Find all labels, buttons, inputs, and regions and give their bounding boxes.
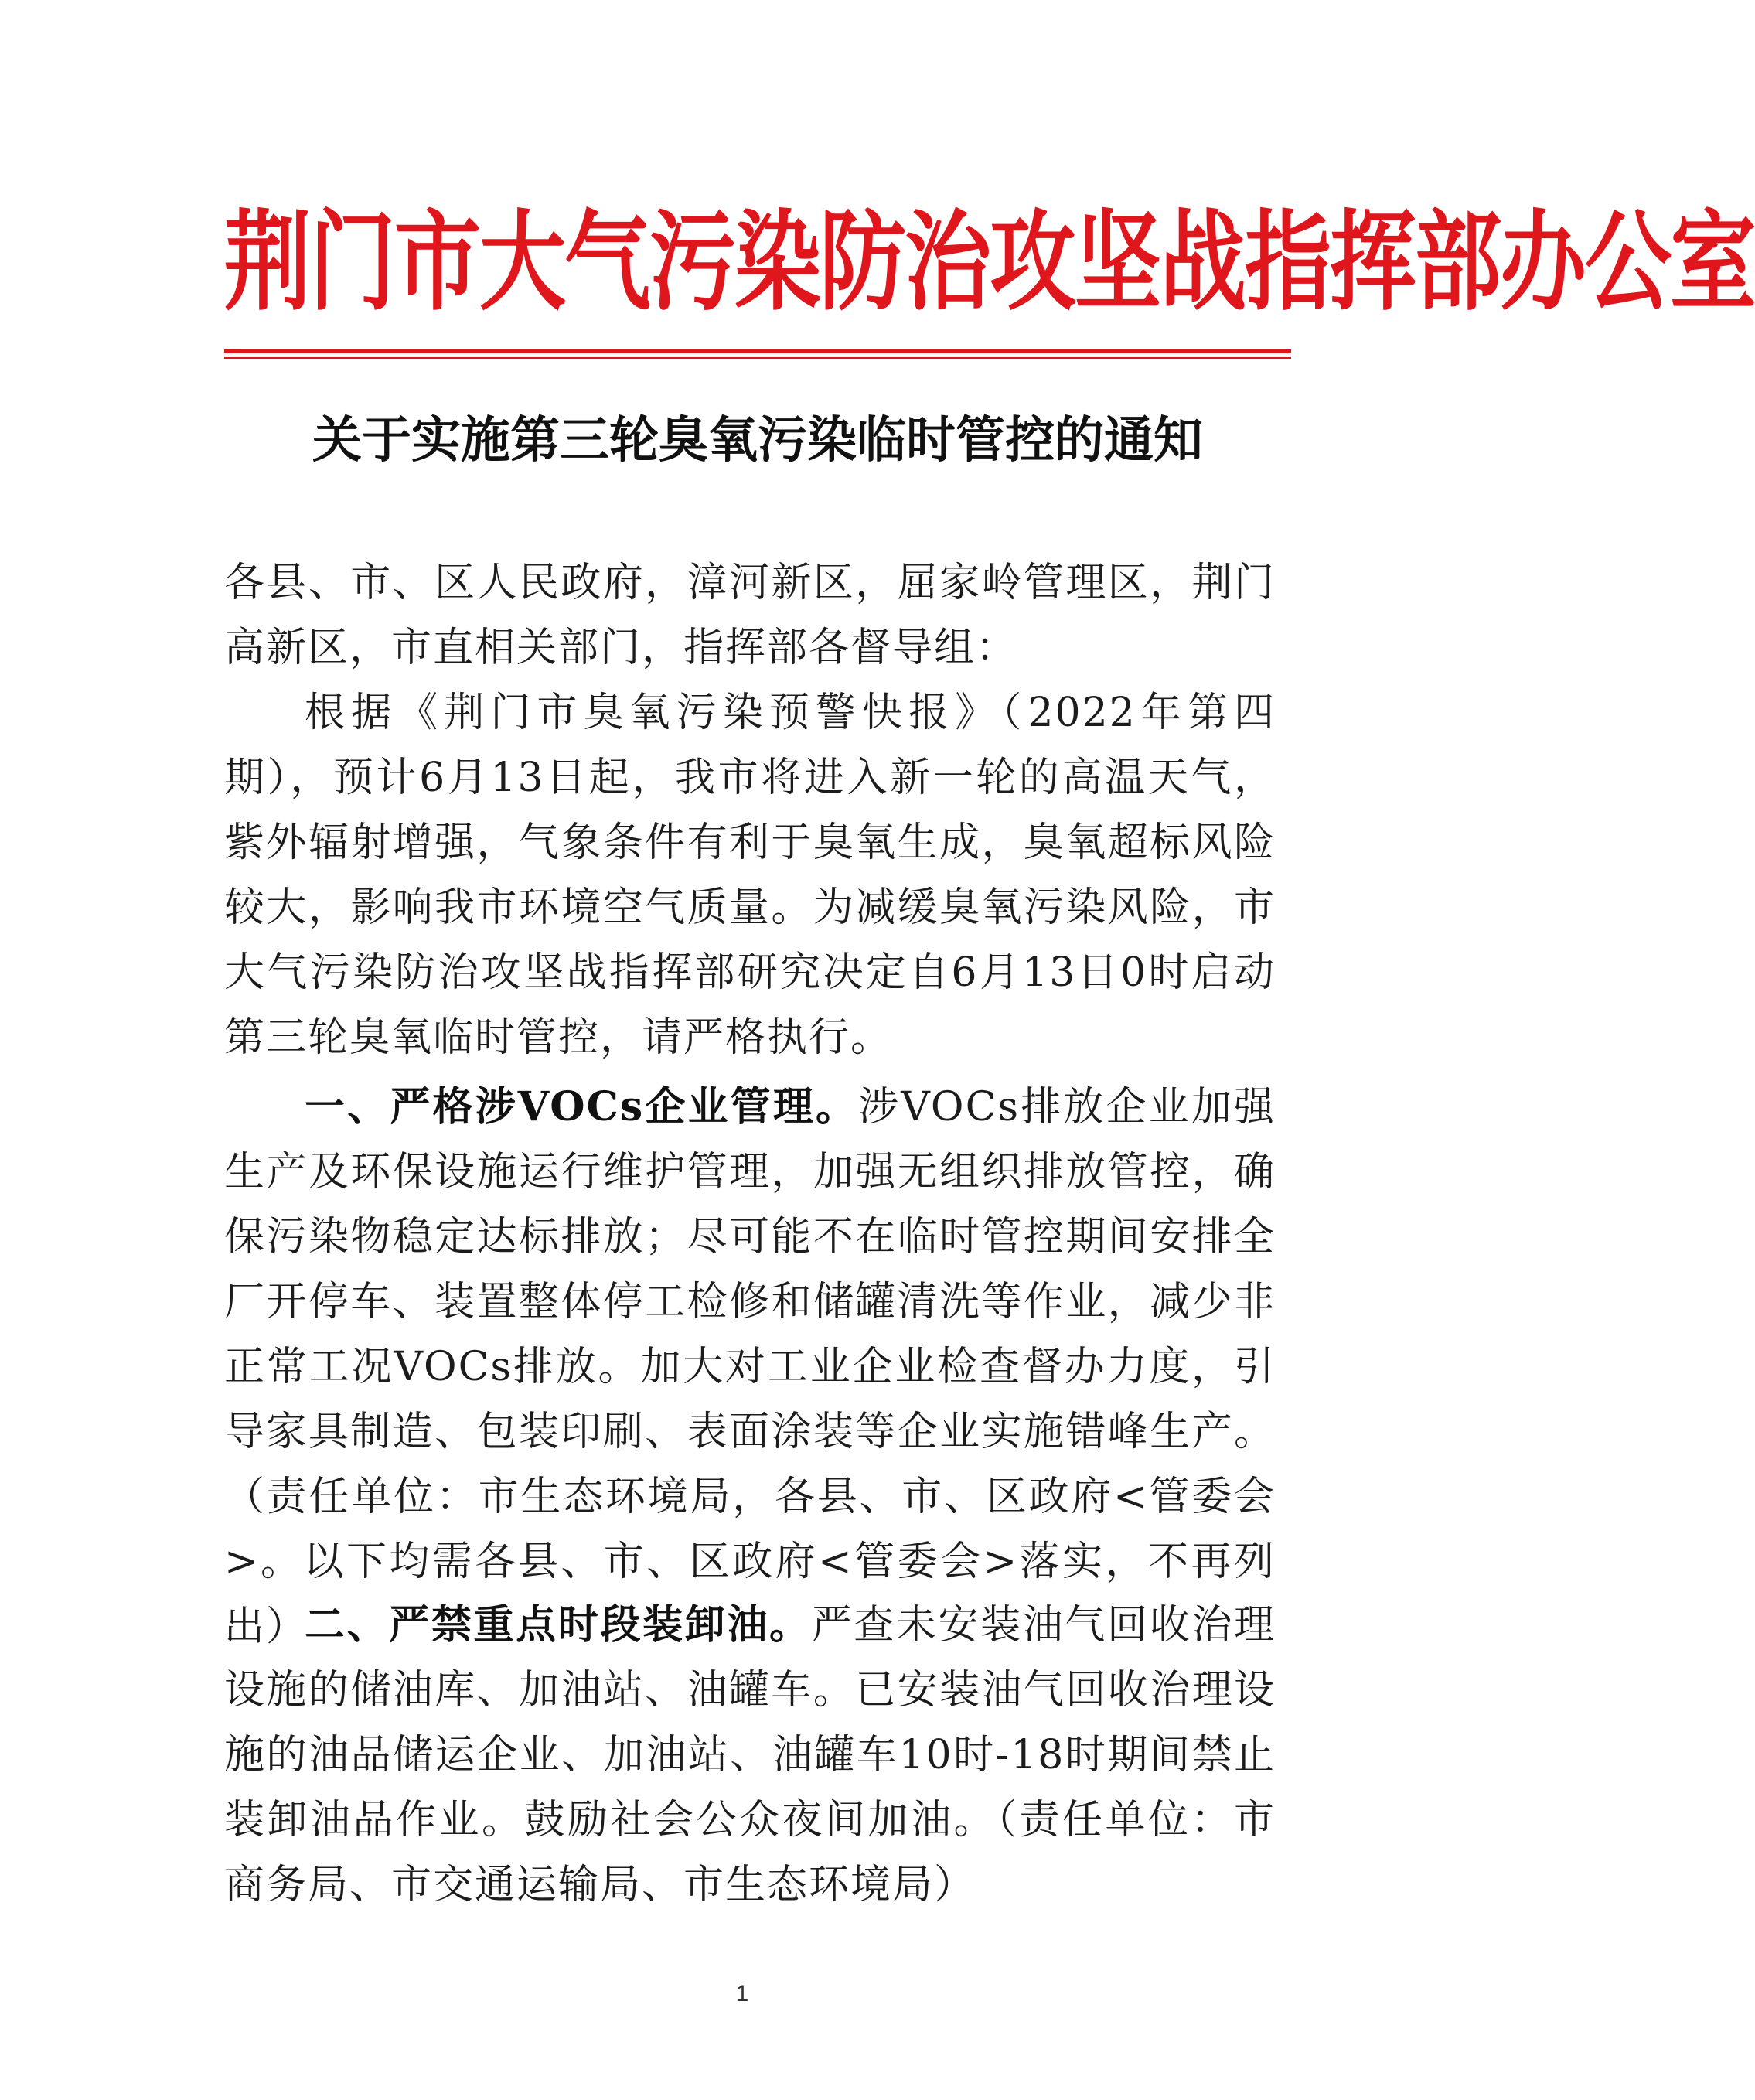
intro-paragraph: 根据《荆门市臭氧污染预警快报》（2022年第四期），预计6月13日起，我市将进入新一轮的高温天气，紫外辐射增强，气象条件有利于臭氧生成，臭氧超标风险较大，影响我市环境空气质量。为减缓臭氧污染风险，市大气污染防治攻坚战指挥部研究决定自6月13日0时启动第三轮臭氧临时管控，请严格执行。 — [224, 690, 1276, 1061]
item-two-paragraph — [224, 1593, 1276, 1918]
item-one-heading: 一、严格涉VOCs企业管理。 — [305, 1083, 859, 1130]
header-red-rule-thick — [224, 349, 1291, 353]
addressee-line: 各县、市、区人民政府，漳河新区，屈家岭管理区，荆门高新区，市直相关部门，指挥部各督导组： — [224, 560, 1276, 671]
item-one-text: 涉VOCs排放企业加强生产及环保设施运行维护管理，加强无组织排放管控，确保污染物稳定达标排放；尽可能不在临时管控期间安排全厂开停车、装置整体停工检修和储罐清洗等作业，减少非正常工况VOCs排放。加大对工业企业检查督办力度，引导家具制造、包装印刷、表面涂装等企业实施错峰生产。（责任单位：市生态环境局，各县、市、区政府<管委会>。以下均需各县、市、区政府<管委会>落实，不再列出） — [224, 1084, 1276, 1650]
item-two-heading: 二、严禁重点时段装卸油。 — [305, 1601, 812, 1648]
item-two-text: 严查未安装油气回收治理设施的储油库、加油站、油罐车。已安装油气回收治理设施的油品储运企业、加油站、油罐车10时-18时期间禁止装卸油品作业。鼓励社会公众夜间加油。（责任单位：市商务局、市交通运输局、市生态环境局） — [224, 1602, 1276, 1908]
document-title: 关于实施第三轮臭氧污染临时管控的通知 — [312, 411, 1203, 469]
item-one-paragraph — [224, 1075, 1276, 1659]
header-red-rule-thin — [224, 357, 1291, 359]
issuing-organization-header: 荆门市大气污染防治攻坚战指挥部办公室 — [224, 199, 1755, 326]
page-number: 1 — [735, 1981, 749, 2006]
